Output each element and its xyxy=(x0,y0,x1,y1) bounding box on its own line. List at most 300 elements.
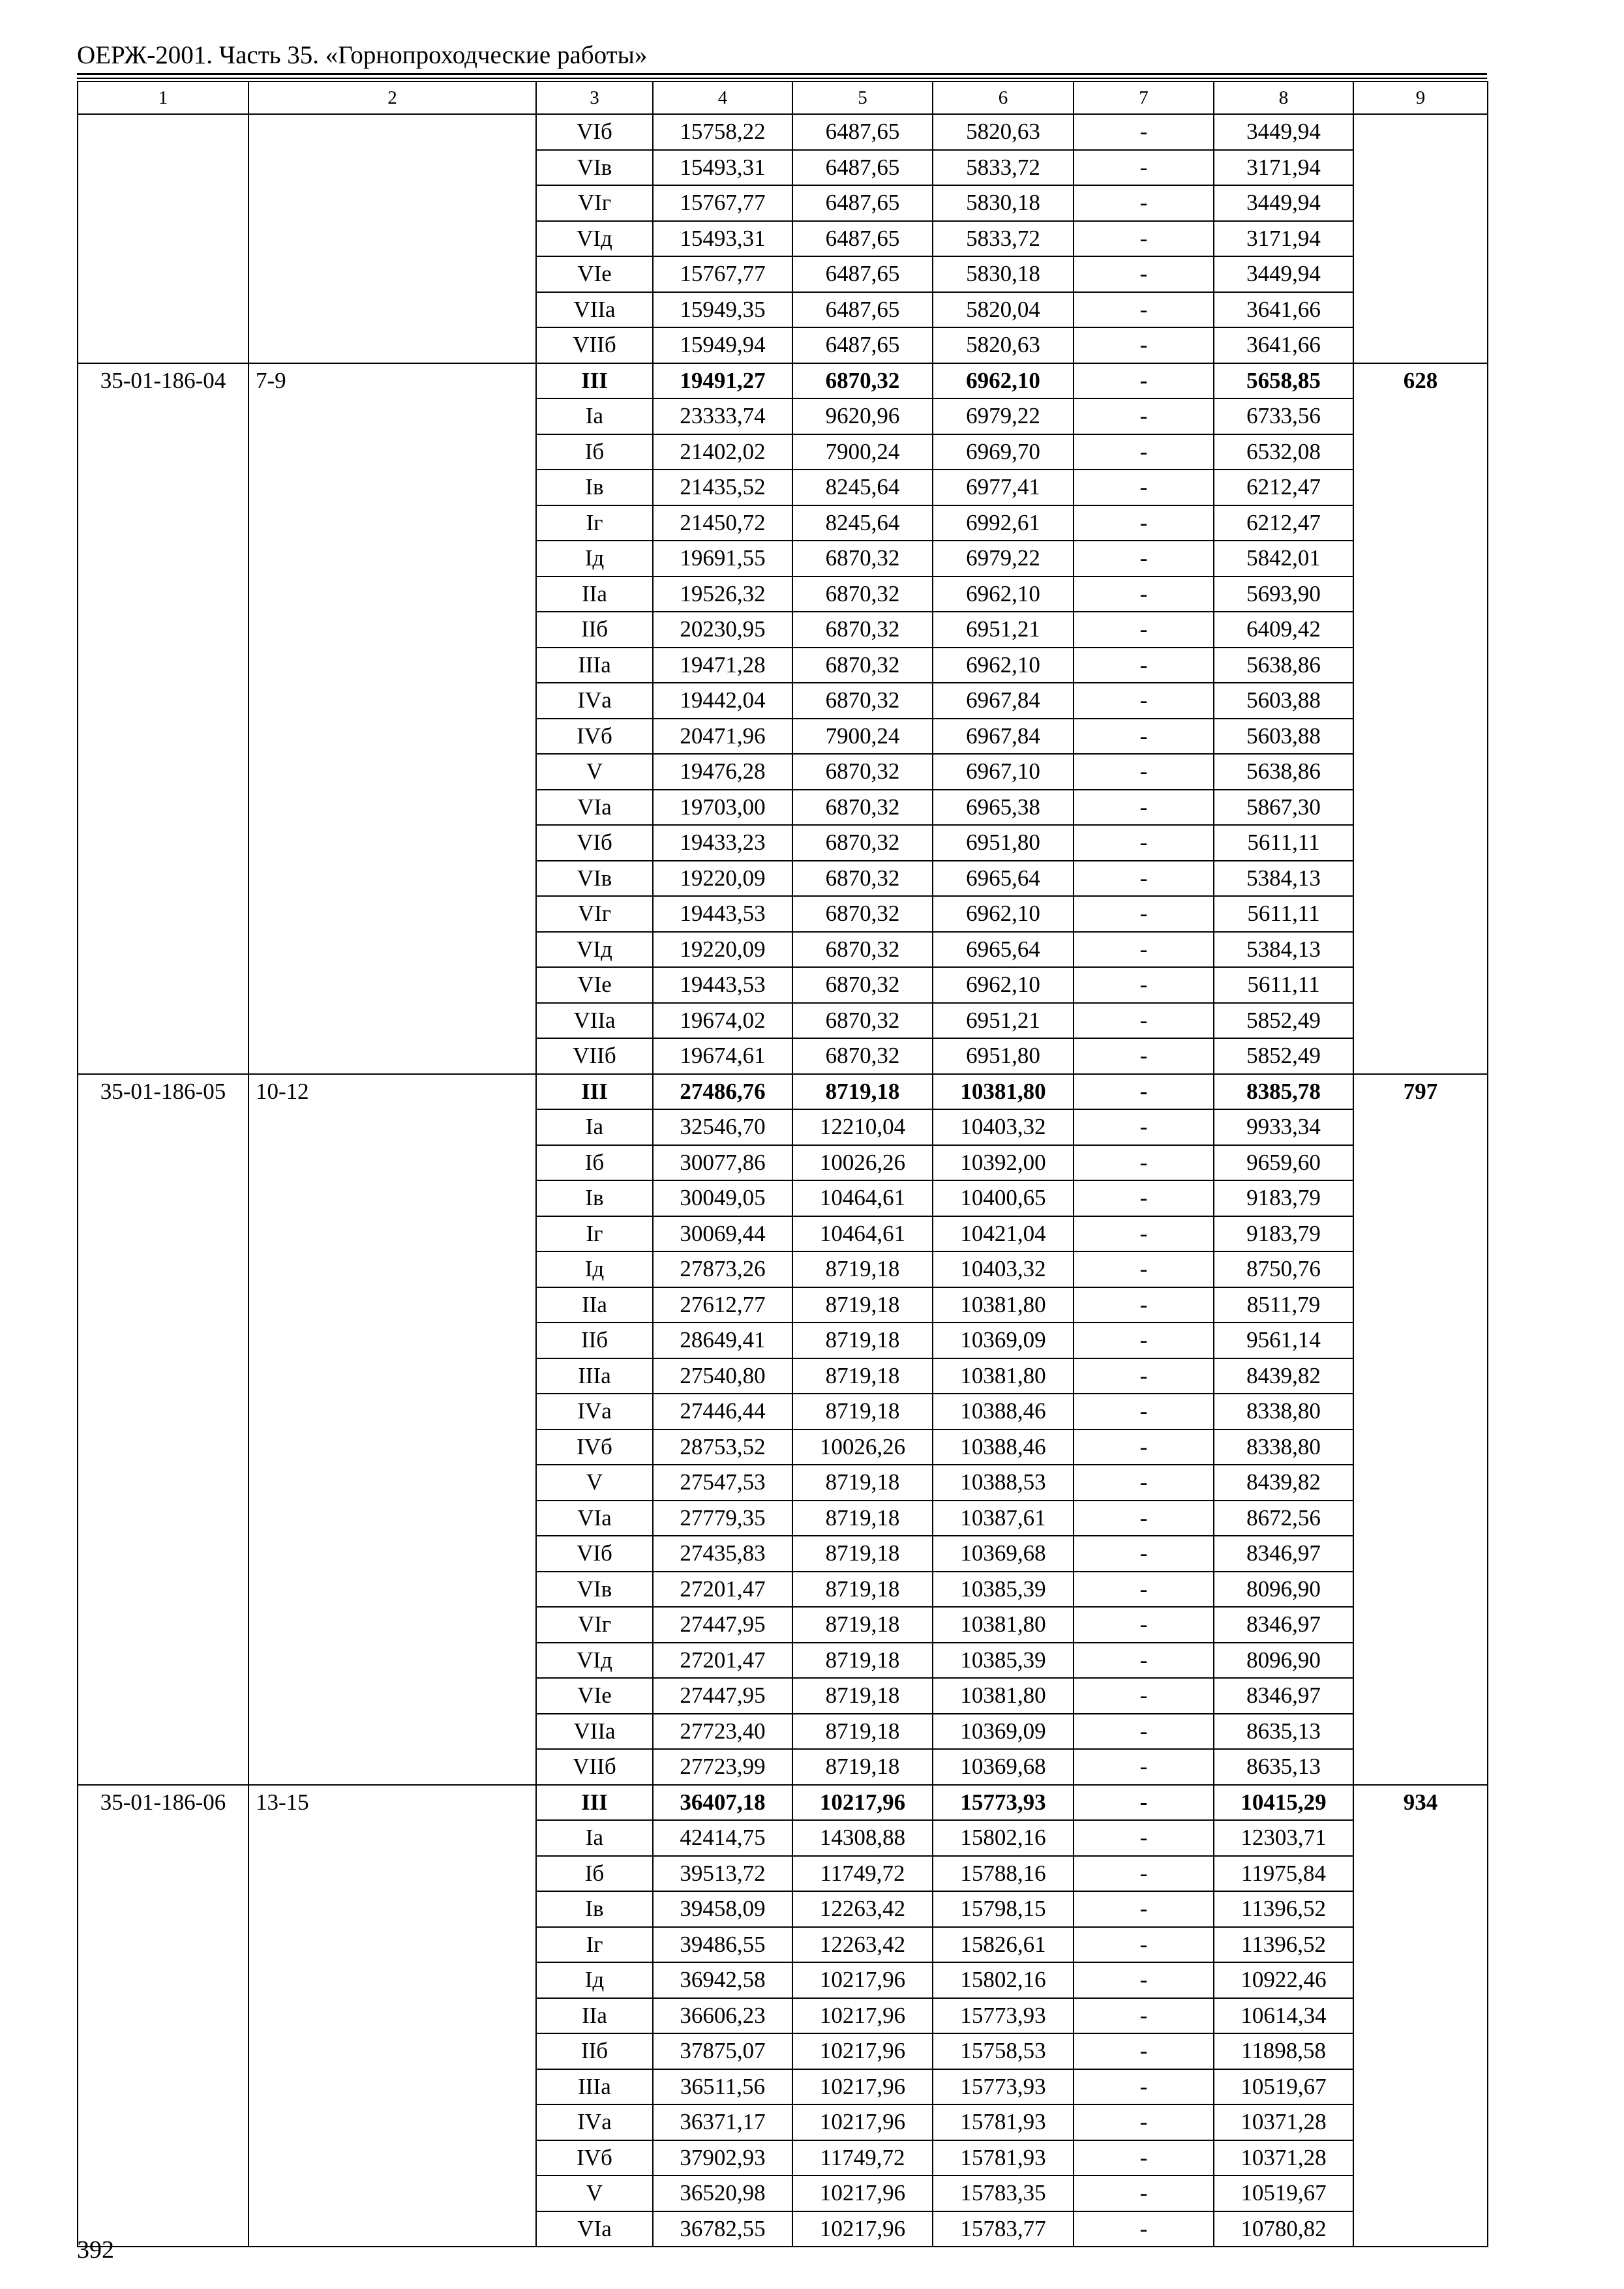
value-col4-cell: 28753,52 xyxy=(653,1429,792,1465)
value-col4-cell: 15949,35 xyxy=(653,292,792,328)
value-col5-cell: 8719,18 xyxy=(792,1749,933,1785)
row-label-cell: VIIа xyxy=(536,1003,653,1039)
value-col5-cell: 6870,32 xyxy=(792,541,933,576)
row-label-cell: Iа xyxy=(536,398,653,434)
value-col7-cell: - xyxy=(1074,861,1214,897)
value-col4-cell: 27547,53 xyxy=(653,1465,792,1501)
value-col6-cell: 15802,16 xyxy=(933,1962,1074,1998)
value-col5-cell: 8719,18 xyxy=(792,1678,933,1714)
value-col6-cell: 6951,80 xyxy=(933,1038,1074,1074)
value-col5-cell: 6487,65 xyxy=(792,185,933,221)
value-col4-cell: 19443,53 xyxy=(653,967,792,1003)
value-col7-cell: - xyxy=(1074,1358,1214,1394)
column-header: 9 xyxy=(1353,82,1488,114)
value-col4-cell: 39486,55 xyxy=(653,1927,792,1963)
value-col6-cell: 6962,10 xyxy=(933,576,1074,612)
column-header-row xyxy=(78,82,1488,114)
item-range-cell: 13-15 xyxy=(248,1785,536,2247)
value-col6-cell: 15781,93 xyxy=(933,2104,1074,2140)
header-rule-secondary xyxy=(77,78,1487,79)
value-col7-cell: - xyxy=(1074,1891,1214,1927)
row-label-cell: Iв xyxy=(536,1180,653,1216)
row-label-cell: IVб xyxy=(536,719,653,755)
value-col8-cell: 5384,13 xyxy=(1214,861,1353,897)
value-col7-cell: - xyxy=(1074,1109,1214,1145)
value-col7-cell: - xyxy=(1074,2033,1214,2069)
value-col6-cell: 5830,18 xyxy=(933,256,1074,292)
table-row xyxy=(78,114,1488,150)
value-col8-cell: 10780,82 xyxy=(1214,2211,1353,2247)
value-col5-cell: 8245,64 xyxy=(792,505,933,541)
value-col4-cell: 19476,28 xyxy=(653,754,792,790)
value-col4-cell: 15493,31 xyxy=(653,221,792,257)
row-label-cell: Iд xyxy=(536,541,653,576)
value-col5-cell: 8719,18 xyxy=(792,1465,933,1501)
value-col5-cell: 9620,96 xyxy=(792,398,933,434)
value-col6-cell: 10381,80 xyxy=(933,1358,1074,1394)
value-col6-cell: 10369,09 xyxy=(933,1323,1074,1358)
value-col8-cell: 3641,66 xyxy=(1214,327,1353,363)
row-label-cell: VIIб xyxy=(536,1749,653,1785)
row-label-cell: Iг xyxy=(536,1216,653,1252)
value-col7-cell: - xyxy=(1074,256,1214,292)
rates-table xyxy=(77,81,1488,2247)
value-col5-cell: 12263,42 xyxy=(792,1927,933,1963)
value-col6-cell: 10369,68 xyxy=(933,1536,1074,1572)
value-col8-cell: 8338,80 xyxy=(1214,1394,1353,1429)
value-col5-cell: 6487,65 xyxy=(792,150,933,186)
value-col4-cell: 30077,86 xyxy=(653,1145,792,1181)
value-col4-cell: 15758,22 xyxy=(653,114,792,150)
value-col7-cell: - xyxy=(1074,1820,1214,1856)
value-col4-cell: 19433,23 xyxy=(653,825,792,861)
column-header: 4 xyxy=(653,82,792,114)
item-value-cell: 628 xyxy=(1353,363,1488,1074)
value-col5-cell: 6870,32 xyxy=(792,1003,933,1039)
value-col8-cell: 6409,42 xyxy=(1214,612,1353,648)
value-col6-cell: 6962,10 xyxy=(933,967,1074,1003)
row-label-cell: VIе xyxy=(536,256,653,292)
value-col7-cell: - xyxy=(1074,719,1214,755)
value-col7-cell: - xyxy=(1074,1856,1214,1892)
value-col7-cell: - xyxy=(1074,1607,1214,1643)
value-col8-cell: 8346,97 xyxy=(1214,1607,1353,1643)
value-col8-cell: 8635,13 xyxy=(1214,1714,1353,1750)
row-label-cell: VIб xyxy=(536,114,653,150)
value-col8-cell: 5603,88 xyxy=(1214,683,1353,719)
value-col4-cell: 19443,53 xyxy=(653,896,792,932)
value-col5-cell: 6487,65 xyxy=(792,256,933,292)
value-col5-cell: 8245,64 xyxy=(792,470,933,505)
value-col6-cell: 5833,72 xyxy=(933,150,1074,186)
value-col5-cell: 6870,32 xyxy=(792,896,933,932)
item-value-cell: 797 xyxy=(1353,1074,1488,1785)
row-label-cell: III xyxy=(536,1785,653,1821)
value-col7-cell: - xyxy=(1074,1145,1214,1181)
value-col6-cell: 15783,77 xyxy=(933,2211,1074,2247)
value-col4-cell: 27447,95 xyxy=(653,1607,792,1643)
row-label-cell: Iб xyxy=(536,1145,653,1181)
value-col6-cell: 5830,18 xyxy=(933,185,1074,221)
column-header: 8 xyxy=(1214,82,1353,114)
value-col6-cell: 6992,61 xyxy=(933,505,1074,541)
value-col6-cell: 15773,93 xyxy=(933,1785,1074,1821)
value-col8-cell: 5638,86 xyxy=(1214,648,1353,683)
value-col4-cell: 21435,52 xyxy=(653,470,792,505)
row-label-cell: IIб xyxy=(536,612,653,648)
value-col7-cell: - xyxy=(1074,648,1214,683)
column-header: 7 xyxy=(1074,82,1214,114)
value-col8-cell: 8511,79 xyxy=(1214,1287,1353,1323)
value-col7-cell: - xyxy=(1074,2176,1214,2211)
value-col6-cell: 15773,93 xyxy=(933,1998,1074,2034)
value-col4-cell: 36520,98 xyxy=(653,2176,792,2211)
value-col5-cell: 8719,18 xyxy=(792,1607,933,1643)
value-col8-cell: 8346,97 xyxy=(1214,1536,1353,1572)
value-col6-cell: 10385,39 xyxy=(933,1572,1074,1608)
column-header: 5 xyxy=(792,82,933,114)
value-col4-cell: 30049,05 xyxy=(653,1180,792,1216)
value-col6-cell: 10369,68 xyxy=(933,1749,1074,1785)
value-col6-cell: 15802,16 xyxy=(933,1820,1074,1856)
value-col4-cell: 19442,04 xyxy=(653,683,792,719)
value-col7-cell: - xyxy=(1074,541,1214,576)
value-col8-cell: 10415,29 xyxy=(1214,1785,1353,1821)
value-col7-cell: - xyxy=(1074,114,1214,150)
row-label-cell: IIа xyxy=(536,1287,653,1323)
value-col7-cell: - xyxy=(1074,1536,1214,1572)
row-label-cell: Iд xyxy=(536,1251,653,1287)
value-col5-cell: 6870,32 xyxy=(792,1038,933,1074)
row-label-cell: IIа xyxy=(536,576,653,612)
value-col8-cell: 5384,13 xyxy=(1214,932,1353,968)
row-label-cell: IIIа xyxy=(536,2069,653,2105)
value-col4-cell: 27612,77 xyxy=(653,1287,792,1323)
value-col6-cell: 6967,84 xyxy=(933,683,1074,719)
row-label-cell: VIв xyxy=(536,861,653,897)
value-col6-cell: 6962,10 xyxy=(933,896,1074,932)
value-col7-cell: - xyxy=(1074,932,1214,968)
page-number: 392 xyxy=(77,2236,114,2264)
value-col4-cell: 19691,55 xyxy=(653,541,792,576)
value-col7-cell: - xyxy=(1074,470,1214,505)
value-col6-cell: 6979,22 xyxy=(933,398,1074,434)
row-label-cell: VIIа xyxy=(536,292,653,328)
value-col8-cell: 11396,52 xyxy=(1214,1891,1353,1927)
value-col6-cell: 6951,21 xyxy=(933,612,1074,648)
value-col5-cell: 6870,32 xyxy=(792,576,933,612)
row-label-cell: VIа xyxy=(536,2211,653,2247)
item-code-cell xyxy=(78,114,248,363)
value-col8-cell: 3449,94 xyxy=(1214,114,1353,150)
value-col6-cell: 10388,46 xyxy=(933,1429,1074,1465)
row-label-cell: V xyxy=(536,1465,653,1501)
value-col8-cell: 5867,30 xyxy=(1214,790,1353,826)
value-col8-cell: 5852,49 xyxy=(1214,1003,1353,1039)
value-col6-cell: 6962,10 xyxy=(933,363,1074,399)
row-label-cell: VIIб xyxy=(536,1038,653,1074)
table-row xyxy=(78,363,1488,399)
value-col8-cell: 8096,90 xyxy=(1214,1643,1353,1679)
value-col5-cell: 11749,72 xyxy=(792,1856,933,1892)
value-col6-cell: 15798,15 xyxy=(933,1891,1074,1927)
value-col6-cell: 15758,53 xyxy=(933,2033,1074,2069)
column-header: 6 xyxy=(933,82,1074,114)
value-col8-cell: 11898,58 xyxy=(1214,2033,1353,2069)
value-col4-cell: 19471,28 xyxy=(653,648,792,683)
value-col4-cell: 19220,09 xyxy=(653,861,792,897)
value-col5-cell: 12210,04 xyxy=(792,1109,933,1145)
value-col8-cell: 9183,79 xyxy=(1214,1216,1353,1252)
value-col7-cell: - xyxy=(1074,398,1214,434)
value-col7-cell: - xyxy=(1074,1429,1214,1465)
value-col7-cell: - xyxy=(1074,967,1214,1003)
value-col5-cell: 6870,32 xyxy=(792,967,933,1003)
row-label-cell: Iг xyxy=(536,1927,653,1963)
value-col8-cell: 9561,14 xyxy=(1214,1323,1353,1358)
value-col7-cell: - xyxy=(1074,1749,1214,1785)
column-header: 1 xyxy=(78,82,248,114)
value-col4-cell: 27723,40 xyxy=(653,1714,792,1750)
row-label-cell: IVб xyxy=(536,1429,653,1465)
value-col7-cell: - xyxy=(1074,1038,1214,1074)
value-col5-cell: 12263,42 xyxy=(792,1891,933,1927)
value-col6-cell: 6965,38 xyxy=(933,790,1074,826)
value-col8-cell: 5658,85 xyxy=(1214,363,1353,399)
value-col5-cell: 8719,18 xyxy=(792,1643,933,1679)
value-col4-cell: 36782,55 xyxy=(653,2211,792,2247)
value-col8-cell: 3449,94 xyxy=(1214,185,1353,221)
value-col5-cell: 10217,96 xyxy=(792,2104,933,2140)
value-col7-cell: - xyxy=(1074,1998,1214,2034)
row-label-cell: Iд xyxy=(536,1962,653,1998)
item-code-cell: 35-01-186-05 xyxy=(78,1074,248,1785)
value-col5-cell: 10217,96 xyxy=(792,2211,933,2247)
row-label-cell: V xyxy=(536,2176,653,2211)
value-col5-cell: 10217,96 xyxy=(792,1962,933,1998)
value-col4-cell: 15949,94 xyxy=(653,327,792,363)
value-col6-cell: 10381,80 xyxy=(933,1287,1074,1323)
value-col7-cell: - xyxy=(1074,896,1214,932)
value-col8-cell: 8346,97 xyxy=(1214,1678,1353,1714)
value-col7-cell: - xyxy=(1074,221,1214,257)
value-col5-cell: 6870,32 xyxy=(792,825,933,861)
value-col7-cell: - xyxy=(1074,1927,1214,1963)
row-label-cell: Iб xyxy=(536,434,653,470)
item-range-cell: 7-9 xyxy=(248,363,536,1074)
value-col8-cell: 10922,46 xyxy=(1214,1962,1353,1998)
row-label-cell: IVа xyxy=(536,1394,653,1429)
value-col5-cell: 7900,24 xyxy=(792,434,933,470)
value-col6-cell: 6979,22 xyxy=(933,541,1074,576)
item-value-cell xyxy=(1353,114,1488,363)
row-label-cell: VIг xyxy=(536,1607,653,1643)
value-col8-cell: 12303,71 xyxy=(1214,1820,1353,1856)
value-col7-cell: - xyxy=(1074,1501,1214,1536)
value-col8-cell: 9183,79 xyxy=(1214,1180,1353,1216)
value-col7-cell: - xyxy=(1074,434,1214,470)
value-col5-cell: 6487,65 xyxy=(792,221,933,257)
value-col5-cell: 8719,18 xyxy=(792,1501,933,1536)
row-label-cell: III xyxy=(536,363,653,399)
value-col6-cell: 10369,09 xyxy=(933,1714,1074,1750)
value-col4-cell: 27201,47 xyxy=(653,1572,792,1608)
value-col4-cell: 28649,41 xyxy=(653,1323,792,1358)
table-row xyxy=(78,1074,1488,1110)
value-col5-cell: 14308,88 xyxy=(792,1820,933,1856)
value-col5-cell: 8719,18 xyxy=(792,1287,933,1323)
row-label-cell: VIд xyxy=(536,221,653,257)
value-col6-cell: 6965,64 xyxy=(933,861,1074,897)
value-col7-cell: - xyxy=(1074,185,1214,221)
value-col4-cell: 36606,23 xyxy=(653,1998,792,2034)
value-col6-cell: 10385,39 xyxy=(933,1643,1074,1679)
row-label-cell: VIд xyxy=(536,932,653,968)
row-label-cell: VIд xyxy=(536,1643,653,1679)
table-row xyxy=(78,1785,1488,1821)
value-col7-cell: - xyxy=(1074,1962,1214,1998)
value-col8-cell: 5852,49 xyxy=(1214,1038,1353,1074)
value-col4-cell: 36407,18 xyxy=(653,1785,792,1821)
row-label-cell: IVб xyxy=(536,2140,653,2176)
value-col6-cell: 5820,04 xyxy=(933,292,1074,328)
value-col6-cell: 10381,80 xyxy=(933,1607,1074,1643)
row-label-cell: Iа xyxy=(536,1820,653,1856)
value-col7-cell: - xyxy=(1074,363,1214,399)
value-col6-cell: 6965,64 xyxy=(933,932,1074,968)
item-code-cell: 35-01-186-06 xyxy=(78,1785,248,2247)
value-col8-cell: 8439,82 xyxy=(1214,1465,1353,1501)
value-col8-cell: 5611,11 xyxy=(1214,967,1353,1003)
value-col5-cell: 10217,96 xyxy=(792,2176,933,2211)
value-col4-cell: 27447,95 xyxy=(653,1678,792,1714)
value-col6-cell: 10388,46 xyxy=(933,1394,1074,1429)
value-col4-cell: 27201,47 xyxy=(653,1643,792,1679)
row-label-cell: VIа xyxy=(536,1501,653,1536)
row-label-cell: IIIа xyxy=(536,648,653,683)
value-col8-cell: 10371,28 xyxy=(1214,2104,1353,2140)
value-col5-cell: 8719,18 xyxy=(792,1536,933,1572)
value-col5-cell: 10464,61 xyxy=(792,1216,933,1252)
value-col4-cell: 30069,44 xyxy=(653,1216,792,1252)
row-label-cell: IVа xyxy=(536,683,653,719)
row-label-cell: Iб xyxy=(536,1856,653,1892)
item-value-cell: 934 xyxy=(1353,1785,1488,2247)
value-col5-cell: 10026,26 xyxy=(792,1145,933,1181)
value-col7-cell: - xyxy=(1074,1180,1214,1216)
value-col5-cell: 6870,32 xyxy=(792,683,933,719)
value-col6-cell: 6967,10 xyxy=(933,754,1074,790)
value-col4-cell: 20471,96 xyxy=(653,719,792,755)
value-col7-cell: - xyxy=(1074,1251,1214,1287)
value-col7-cell: - xyxy=(1074,2104,1214,2140)
value-col8-cell: 8338,80 xyxy=(1214,1429,1353,1465)
value-col8-cell: 6733,56 xyxy=(1214,398,1353,434)
row-label-cell: VIг xyxy=(536,185,653,221)
value-col7-cell: - xyxy=(1074,683,1214,719)
value-col8-cell: 5842,01 xyxy=(1214,541,1353,576)
value-col5-cell: 6487,65 xyxy=(792,327,933,363)
value-col6-cell: 15826,61 xyxy=(933,1927,1074,1963)
value-col6-cell: 15773,93 xyxy=(933,2069,1074,2105)
value-col5-cell: 8719,18 xyxy=(792,1358,933,1394)
value-col8-cell: 5611,11 xyxy=(1214,896,1353,932)
value-col7-cell: - xyxy=(1074,292,1214,328)
row-label-cell: VIв xyxy=(536,1572,653,1608)
value-col5-cell: 8719,18 xyxy=(792,1251,933,1287)
value-col4-cell: 27446,44 xyxy=(653,1394,792,1429)
value-col7-cell: - xyxy=(1074,1074,1214,1110)
value-col5-cell: 10217,96 xyxy=(792,2033,933,2069)
row-label-cell: VIа xyxy=(536,790,653,826)
value-col5-cell: 8719,18 xyxy=(792,1323,933,1358)
row-label-cell: Iг xyxy=(536,505,653,541)
value-col5-cell: 8719,18 xyxy=(792,1394,933,1429)
value-col6-cell: 15783,35 xyxy=(933,2176,1074,2211)
value-col4-cell: 19703,00 xyxy=(653,790,792,826)
value-col8-cell: 10371,28 xyxy=(1214,2140,1353,2176)
value-col6-cell: 5820,63 xyxy=(933,327,1074,363)
row-label-cell: VIб xyxy=(536,825,653,861)
value-col8-cell: 3171,94 xyxy=(1214,150,1353,186)
value-col4-cell: 27435,83 xyxy=(653,1536,792,1572)
row-label-cell: IVа xyxy=(536,2104,653,2140)
value-col8-cell: 5603,88 xyxy=(1214,719,1353,755)
column-header: 2 xyxy=(248,82,536,114)
value-col6-cell: 10381,80 xyxy=(933,1678,1074,1714)
value-col5-cell: 6870,32 xyxy=(792,861,933,897)
item-code-cell: 35-01-186-04 xyxy=(78,363,248,1074)
value-col7-cell: - xyxy=(1074,2140,1214,2176)
value-col7-cell: - xyxy=(1074,150,1214,186)
value-col5-cell: 6870,32 xyxy=(792,648,933,683)
value-col5-cell: 10217,96 xyxy=(792,1785,933,1821)
value-col4-cell: 15493,31 xyxy=(653,150,792,186)
value-col6-cell: 10403,32 xyxy=(933,1109,1074,1145)
value-col6-cell: 10381,80 xyxy=(933,1074,1074,1110)
row-label-cell: VIг xyxy=(536,896,653,932)
value-col7-cell: - xyxy=(1074,1678,1214,1714)
value-col8-cell: 8672,56 xyxy=(1214,1501,1353,1536)
value-col4-cell: 19491,27 xyxy=(653,363,792,399)
value-col8-cell: 8385,78 xyxy=(1214,1074,1353,1110)
value-col6-cell: 15781,93 xyxy=(933,2140,1074,2176)
value-col4-cell: 27723,99 xyxy=(653,1749,792,1785)
value-col7-cell: - xyxy=(1074,1394,1214,1429)
value-col8-cell: 11975,84 xyxy=(1214,1856,1353,1892)
value-col4-cell: 39458,09 xyxy=(653,1891,792,1927)
row-label-cell: V xyxy=(536,754,653,790)
value-col4-cell: 21450,72 xyxy=(653,505,792,541)
value-col7-cell: - xyxy=(1074,1287,1214,1323)
table-body xyxy=(78,82,1488,2247)
value-col7-cell: - xyxy=(1074,1003,1214,1039)
value-col6-cell: 6962,10 xyxy=(933,648,1074,683)
value-col6-cell: 10403,32 xyxy=(933,1251,1074,1287)
value-col8-cell: 11396,52 xyxy=(1214,1927,1353,1963)
value-col8-cell: 10614,34 xyxy=(1214,1998,1353,2034)
value-col7-cell: - xyxy=(1074,1216,1214,1252)
value-col7-cell: - xyxy=(1074,576,1214,612)
value-col7-cell: - xyxy=(1074,1643,1214,1679)
value-col4-cell: 19220,09 xyxy=(653,932,792,968)
column-header: 3 xyxy=(536,82,653,114)
value-col5-cell: 8719,18 xyxy=(792,1714,933,1750)
row-label-cell: Iа xyxy=(536,1109,653,1145)
row-label-cell: IIб xyxy=(536,2033,653,2069)
value-col5-cell: 10217,96 xyxy=(792,2069,933,2105)
value-col4-cell: 37875,07 xyxy=(653,2033,792,2069)
